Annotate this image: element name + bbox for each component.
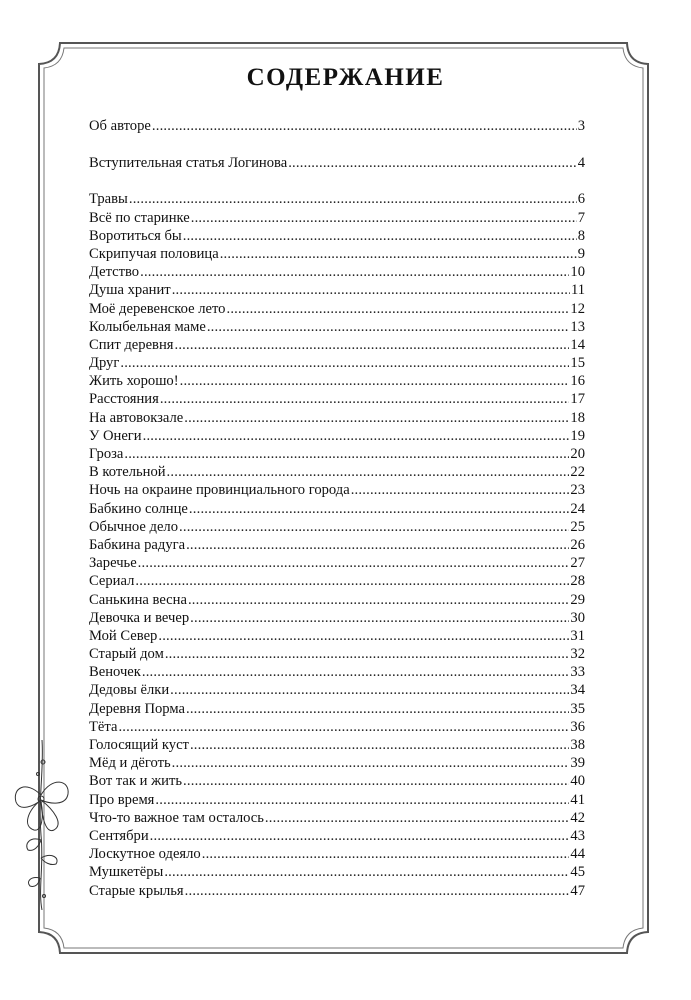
toc-entry-page-number: 28 bbox=[570, 573, 585, 590]
toc-entry-page-number: 26 bbox=[570, 536, 585, 553]
toc-entry-title: У Онеги bbox=[89, 427, 142, 444]
toc-entry bbox=[89, 445, 585, 463]
toc-entry bbox=[89, 409, 585, 427]
toc-entry-page-number: 9 bbox=[577, 245, 585, 262]
toc-entry bbox=[89, 536, 585, 554]
toc-entry-title: Веночек bbox=[89, 664, 141, 681]
toc-entry-title: Всё по старинке bbox=[89, 209, 190, 226]
toc-entry bbox=[89, 681, 585, 699]
toc-entry-title: Про время bbox=[89, 791, 155, 808]
toc-entry bbox=[89, 209, 585, 227]
toc-entry-title: Спит деревня bbox=[89, 336, 174, 353]
page-title: СОДЕРЖАНИЕ bbox=[246, 64, 445, 91]
toc-entry-page-number: 15 bbox=[570, 355, 585, 372]
toc-entry bbox=[89, 372, 585, 390]
dot-leader bbox=[124, 445, 569, 463]
dot-leader bbox=[140, 263, 569, 281]
dot-leader bbox=[189, 500, 570, 518]
toc-entry bbox=[89, 481, 585, 499]
floral-ornament-icon bbox=[8, 740, 80, 910]
toc-entry-page-number: 20 bbox=[570, 446, 585, 462]
toc-entry-title: Колыбельная маме bbox=[89, 318, 206, 335]
dot-leader bbox=[152, 117, 577, 135]
dot-leader bbox=[158, 627, 569, 645]
toc-entry bbox=[89, 245, 585, 263]
toc-entry bbox=[89, 318, 585, 336]
toc-entry-title: Друг bbox=[89, 355, 120, 372]
toc-entry bbox=[89, 645, 585, 663]
toc-entry-page-number: 29 bbox=[570, 591, 585, 608]
dot-leader bbox=[150, 827, 570, 845]
toc-entry-title: Голосящий куст bbox=[89, 737, 189, 753]
table-of-contents bbox=[89, 117, 585, 900]
toc-entry-title: Заречье bbox=[89, 555, 137, 572]
toc-entry bbox=[89, 663, 585, 681]
toc-entry bbox=[89, 772, 585, 790]
dot-leader bbox=[160, 390, 570, 408]
toc-entry bbox=[89, 863, 585, 881]
toc-entry bbox=[89, 427, 585, 445]
dot-leader bbox=[135, 572, 569, 590]
dot-leader bbox=[183, 227, 577, 245]
toc-entry bbox=[89, 227, 585, 245]
toc-entry-title: Душа хранит bbox=[89, 282, 171, 299]
toc-entry bbox=[89, 882, 585, 900]
dot-leader bbox=[129, 190, 577, 208]
toc-entry-page-number: 19 bbox=[570, 427, 585, 444]
dot-leader bbox=[188, 591, 569, 609]
toc-entry-page-number: 42 bbox=[570, 809, 585, 826]
toc-entry-page-number: 11 bbox=[570, 282, 585, 299]
toc-entry-page-number: 24 bbox=[570, 500, 585, 517]
dot-leader bbox=[174, 336, 569, 354]
toc-entry bbox=[89, 827, 585, 845]
toc-entry-page-number: 4 bbox=[577, 154, 585, 171]
dot-leader bbox=[226, 300, 569, 318]
dot-leader bbox=[184, 409, 569, 427]
toc-entry-page-number: 10 bbox=[570, 264, 585, 281]
dot-leader bbox=[179, 518, 569, 536]
toc-entry-page-number: 38 bbox=[570, 737, 585, 753]
toc-entry-page-number: 17 bbox=[570, 391, 585, 408]
dot-leader bbox=[190, 736, 569, 754]
toc-entry-page-number: 34 bbox=[570, 682, 585, 699]
toc-entry-page-number: 7 bbox=[577, 209, 585, 226]
toc-entry-title: Старый дом bbox=[89, 646, 164, 663]
dot-leader bbox=[288, 154, 577, 172]
toc-entry bbox=[89, 500, 585, 518]
dot-leader bbox=[185, 882, 570, 900]
toc-entry-title: Жить хорошо! bbox=[89, 373, 179, 390]
dot-leader bbox=[165, 645, 570, 663]
toc-entry-page-number: 8 bbox=[577, 227, 585, 244]
toc-entry-page-number: 13 bbox=[570, 318, 585, 335]
dot-leader bbox=[155, 791, 569, 809]
toc-entry-title: Старые крылья bbox=[89, 882, 184, 899]
toc-entry bbox=[89, 809, 585, 827]
toc-entry-page-number: 31 bbox=[570, 627, 585, 644]
toc-entry-title: Скрипучая половица bbox=[89, 245, 219, 262]
toc-entry-title: Воротиться бы bbox=[89, 227, 182, 244]
toc-entry-page-number: 23 bbox=[570, 482, 585, 499]
toc-entry bbox=[89, 718, 585, 736]
dot-leader bbox=[207, 318, 570, 336]
toc-entry-title: В котельной bbox=[89, 464, 166, 481]
dot-leader bbox=[183, 772, 569, 790]
toc-entry bbox=[89, 117, 585, 135]
toc-entry bbox=[89, 354, 585, 372]
toc-entry-page-number: 3 bbox=[577, 118, 585, 134]
toc-entry bbox=[89, 300, 585, 318]
toc-entry-page-number: 27 bbox=[570, 555, 585, 572]
toc-entry-title: Мушкетёры bbox=[89, 864, 164, 881]
dot-leader bbox=[186, 536, 569, 554]
toc-entry-page-number: 12 bbox=[570, 300, 585, 317]
toc-entry bbox=[89, 791, 585, 809]
toc-entry-title: Деревня Порма bbox=[89, 700, 185, 717]
dot-leader bbox=[172, 754, 570, 772]
toc-entry-page-number: 33 bbox=[570, 664, 585, 681]
toc-entry-title: Моё деревенское лето bbox=[89, 300, 226, 317]
toc-entry-title: Гроза bbox=[89, 446, 124, 462]
toc-entry-title: Обычное дело bbox=[89, 518, 179, 535]
toc-entry-page-number: 39 bbox=[570, 755, 585, 772]
toc-entry bbox=[89, 572, 585, 590]
toc-entry-page-number: 30 bbox=[570, 609, 585, 626]
toc-entry bbox=[89, 736, 585, 754]
toc-entry bbox=[89, 190, 585, 208]
toc-entry bbox=[89, 281, 585, 299]
dot-leader bbox=[220, 245, 577, 263]
dot-leader bbox=[167, 463, 570, 481]
dot-leader bbox=[351, 481, 570, 499]
dot-leader bbox=[143, 427, 570, 445]
toc-entry-page-number: 35 bbox=[570, 700, 585, 717]
toc-entry-page-number: 32 bbox=[570, 646, 585, 663]
dot-leader bbox=[191, 209, 577, 227]
toc-entry-title: Дедовы ёлки bbox=[89, 682, 170, 699]
toc-entry-title: Мёд и дёготь bbox=[89, 755, 171, 772]
toc-entry-title: Вступительная статья Логинова bbox=[89, 154, 288, 171]
toc-entry bbox=[89, 845, 585, 863]
toc-entry bbox=[89, 263, 585, 281]
toc-entry-page-number: 47 bbox=[570, 882, 585, 899]
toc-entry bbox=[89, 554, 585, 572]
toc-entry bbox=[89, 627, 585, 645]
toc-entry-title: Расстояния bbox=[89, 391, 159, 408]
toc-entry-title: Ночь на окраине провинциального города bbox=[89, 482, 350, 499]
toc-entry-title: Девочка и вечер bbox=[89, 609, 190, 626]
toc-entry-title: На автовокзале bbox=[89, 409, 184, 426]
toc-entry-page-number: 40 bbox=[570, 773, 585, 790]
toc-entry-title: Сентябри bbox=[89, 827, 149, 844]
toc-entry-title: Детство bbox=[89, 264, 140, 281]
dot-leader bbox=[138, 554, 570, 572]
dot-leader bbox=[142, 663, 570, 681]
toc-entry-page-number: 43 bbox=[570, 827, 585, 844]
toc-entry-title: Тёта bbox=[89, 718, 118, 735]
dot-leader bbox=[118, 718, 569, 736]
toc-entry bbox=[89, 591, 585, 609]
toc-entry-page-number: 45 bbox=[570, 864, 585, 881]
dot-leader bbox=[186, 700, 569, 718]
dot-leader bbox=[265, 809, 569, 827]
toc-entry-title: Что-то важное там осталось bbox=[89, 809, 264, 826]
toc-entry-page-number: 22 bbox=[570, 464, 585, 481]
dot-leader bbox=[120, 354, 569, 372]
toc-entry-page-number: 25 bbox=[570, 518, 585, 535]
toc-entry bbox=[89, 700, 585, 718]
toc-entry-page-number: 16 bbox=[570, 373, 585, 390]
toc-entry-title: Вот так и жить bbox=[89, 773, 183, 790]
toc-entry-page-number: 18 bbox=[570, 409, 585, 426]
toc-entry bbox=[89, 463, 585, 481]
toc-entry-page-number: 41 bbox=[570, 791, 585, 808]
dot-leader bbox=[164, 863, 569, 881]
toc-entry-page-number: 36 bbox=[570, 718, 585, 735]
dot-leader bbox=[190, 609, 569, 627]
toc-entry bbox=[89, 336, 585, 354]
toc-entry bbox=[89, 154, 585, 172]
toc-entry-title: Сериал bbox=[89, 573, 135, 590]
toc-entry-title: Мой Север bbox=[89, 627, 158, 644]
toc-entry-title: Бабкина радуга bbox=[89, 536, 186, 553]
toc-entry-title: Санькина весна bbox=[89, 591, 187, 608]
toc-entry-title: Об авторе bbox=[89, 118, 151, 134]
toc-entry bbox=[89, 390, 585, 408]
dot-leader bbox=[172, 281, 570, 299]
toc-entry-page-number: 14 bbox=[570, 336, 585, 353]
dot-leader bbox=[180, 372, 570, 390]
toc-entry bbox=[89, 754, 585, 772]
toc-entry-title: Лоскутное одеяло bbox=[89, 846, 201, 863]
toc-entry-page-number: 44 bbox=[570, 846, 585, 863]
toc-entry bbox=[89, 609, 585, 627]
dot-leader bbox=[202, 845, 570, 863]
toc-entry bbox=[89, 518, 585, 536]
toc-entry-page-number: 6 bbox=[577, 191, 585, 208]
toc-entry-title: Бабкино солнце bbox=[89, 500, 188, 517]
dot-leader bbox=[170, 681, 569, 699]
toc-entry-title: Травы bbox=[89, 191, 128, 208]
